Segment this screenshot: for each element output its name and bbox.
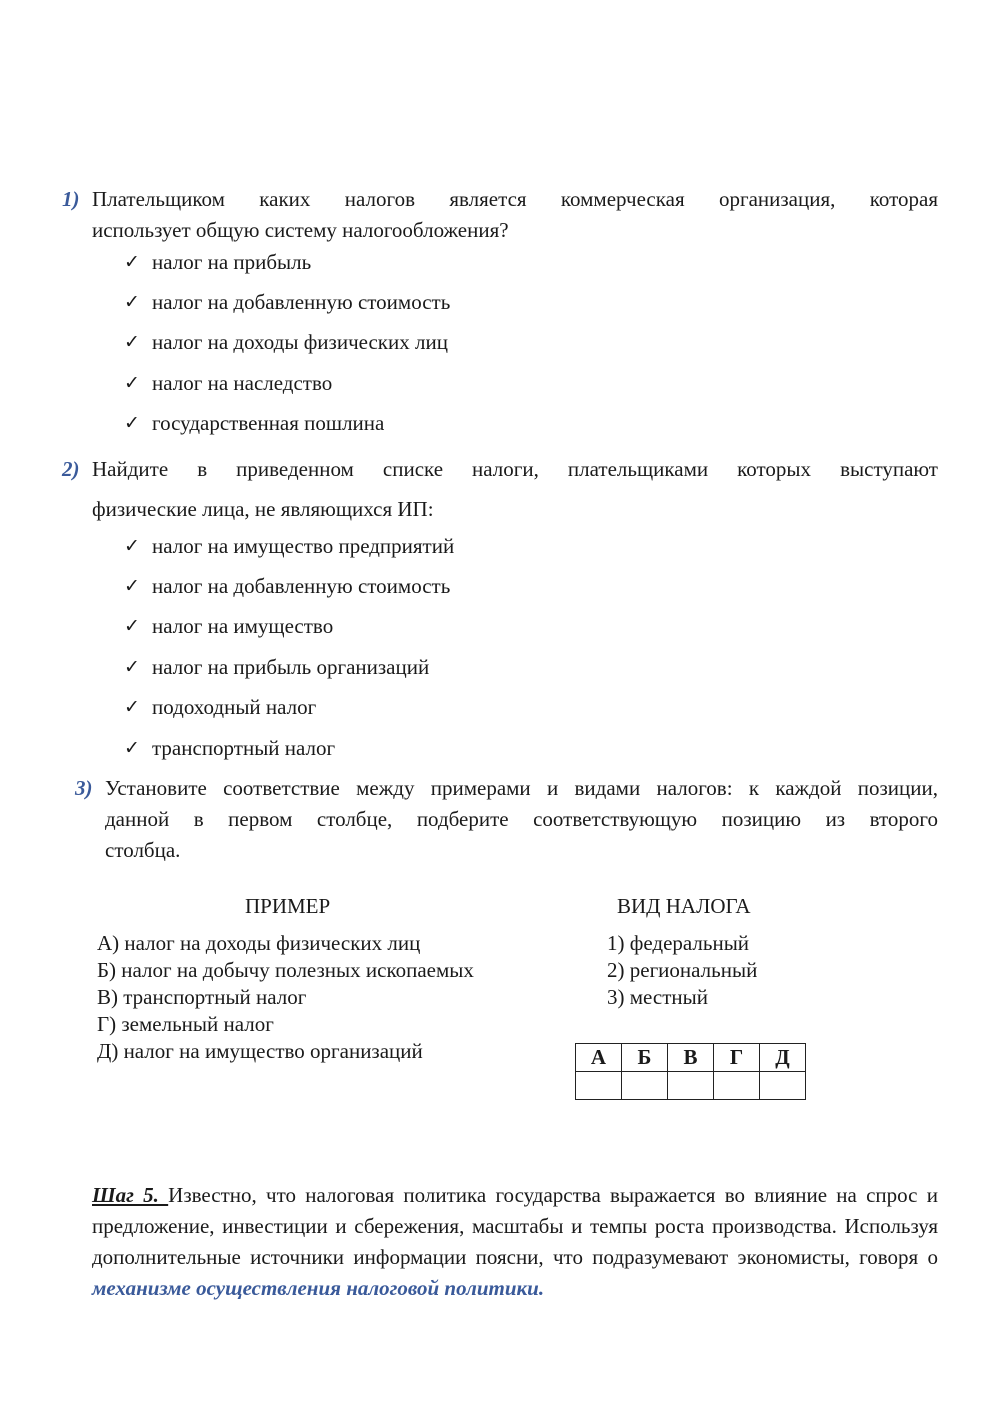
answer-input-cell[interactable]	[668, 1072, 714, 1100]
answer-table	[575, 1043, 806, 1100]
answer-input-cell[interactable]	[622, 1072, 668, 1100]
check-icon: ✓	[124, 291, 140, 313]
examples-list	[97, 930, 474, 1065]
check-icon: ✓	[124, 331, 140, 353]
check-icon: ✓	[124, 656, 140, 678]
check-icon: ✓	[124, 696, 140, 718]
table-row	[576, 1044, 806, 1072]
answer-header-cell: Г	[714, 1044, 760, 1072]
list-item: В) транспортный налог	[97, 985, 307, 1009]
list-item: 2) региональный	[607, 958, 758, 982]
check-icon: ✓	[124, 737, 140, 759]
question-2-number: 2)	[62, 457, 80, 481]
question-1-line-2: использует общую систему налогообложения?	[92, 218, 509, 242]
step-5-paragraph	[92, 1180, 938, 1304]
question-2	[62, 449, 938, 529]
question-2-line-2: физические лица, не являющихся ИП:	[92, 497, 434, 521]
check-icon: ✓	[124, 372, 140, 394]
question-1	[62, 184, 938, 246]
answer-header-cell: Д	[760, 1044, 806, 1072]
step-5-highlight: механизме осуществления налоговой политики.	[92, 1276, 545, 1300]
answer-input-cell[interactable]	[714, 1072, 760, 1100]
answer-header-cell: В	[668, 1044, 714, 1072]
check-icon: ✓	[124, 535, 140, 557]
answer-input-cell[interactable]	[760, 1072, 806, 1100]
question-2-line-1: Найдите в приведенном списке налоги, плательщиками которых выступают	[92, 457, 938, 481]
answer-header-cell: Б	[622, 1044, 668, 1072]
check-icon: ✓	[124, 251, 140, 273]
question-3-number: 3)	[75, 776, 93, 800]
question-3-line-3: столбца.	[105, 838, 181, 862]
table-row	[576, 1072, 806, 1100]
list-item: Б) налог на добычу полезных ископаемых	[97, 958, 474, 982]
question-1-line-1: Плательщиком каких налогов является коммерческая организация, которая	[92, 187, 938, 211]
step-5-text: Известно, что налоговая политика государства выражается во влияние на спрос и предложение, инвестиции и сбережения, масштабы и темпы роста производства. Используя дополнительные источники информации поясни, что подразумевают экономисты, говоря о	[92, 1183, 938, 1269]
answer-header-cell: А	[576, 1044, 622, 1072]
tax-types-list	[607, 930, 757, 1011]
list-item: 1) федеральный	[607, 931, 750, 955]
list-item: Г) земельный налог	[97, 1012, 274, 1036]
check-icon: ✓	[124, 412, 140, 434]
column-header-tax-type: ВИД НАЛОГА	[617, 894, 751, 918]
question-3	[75, 773, 938, 866]
check-icon: ✓	[124, 575, 140, 597]
list-item: А) налог на доходы физических лиц	[97, 931, 421, 955]
question-1-number: 1)	[62, 187, 80, 211]
question-3-line-2: данной в первом столбце, подберите соответствующую позицию из второго	[105, 807, 938, 831]
list-item: Д) налог на имущество организаций	[97, 1039, 423, 1063]
question-3-line-1: Установите соответствие между примерами и видами налогов: к каждой позиции,	[105, 776, 938, 800]
list-item: 3) местный	[607, 985, 708, 1009]
check-icon: ✓	[124, 615, 140, 637]
answer-input-cell[interactable]	[576, 1072, 622, 1100]
step-5-label: Шаг 5.	[92, 1183, 169, 1207]
column-header-example: ПРИМЕР	[245, 894, 331, 918]
